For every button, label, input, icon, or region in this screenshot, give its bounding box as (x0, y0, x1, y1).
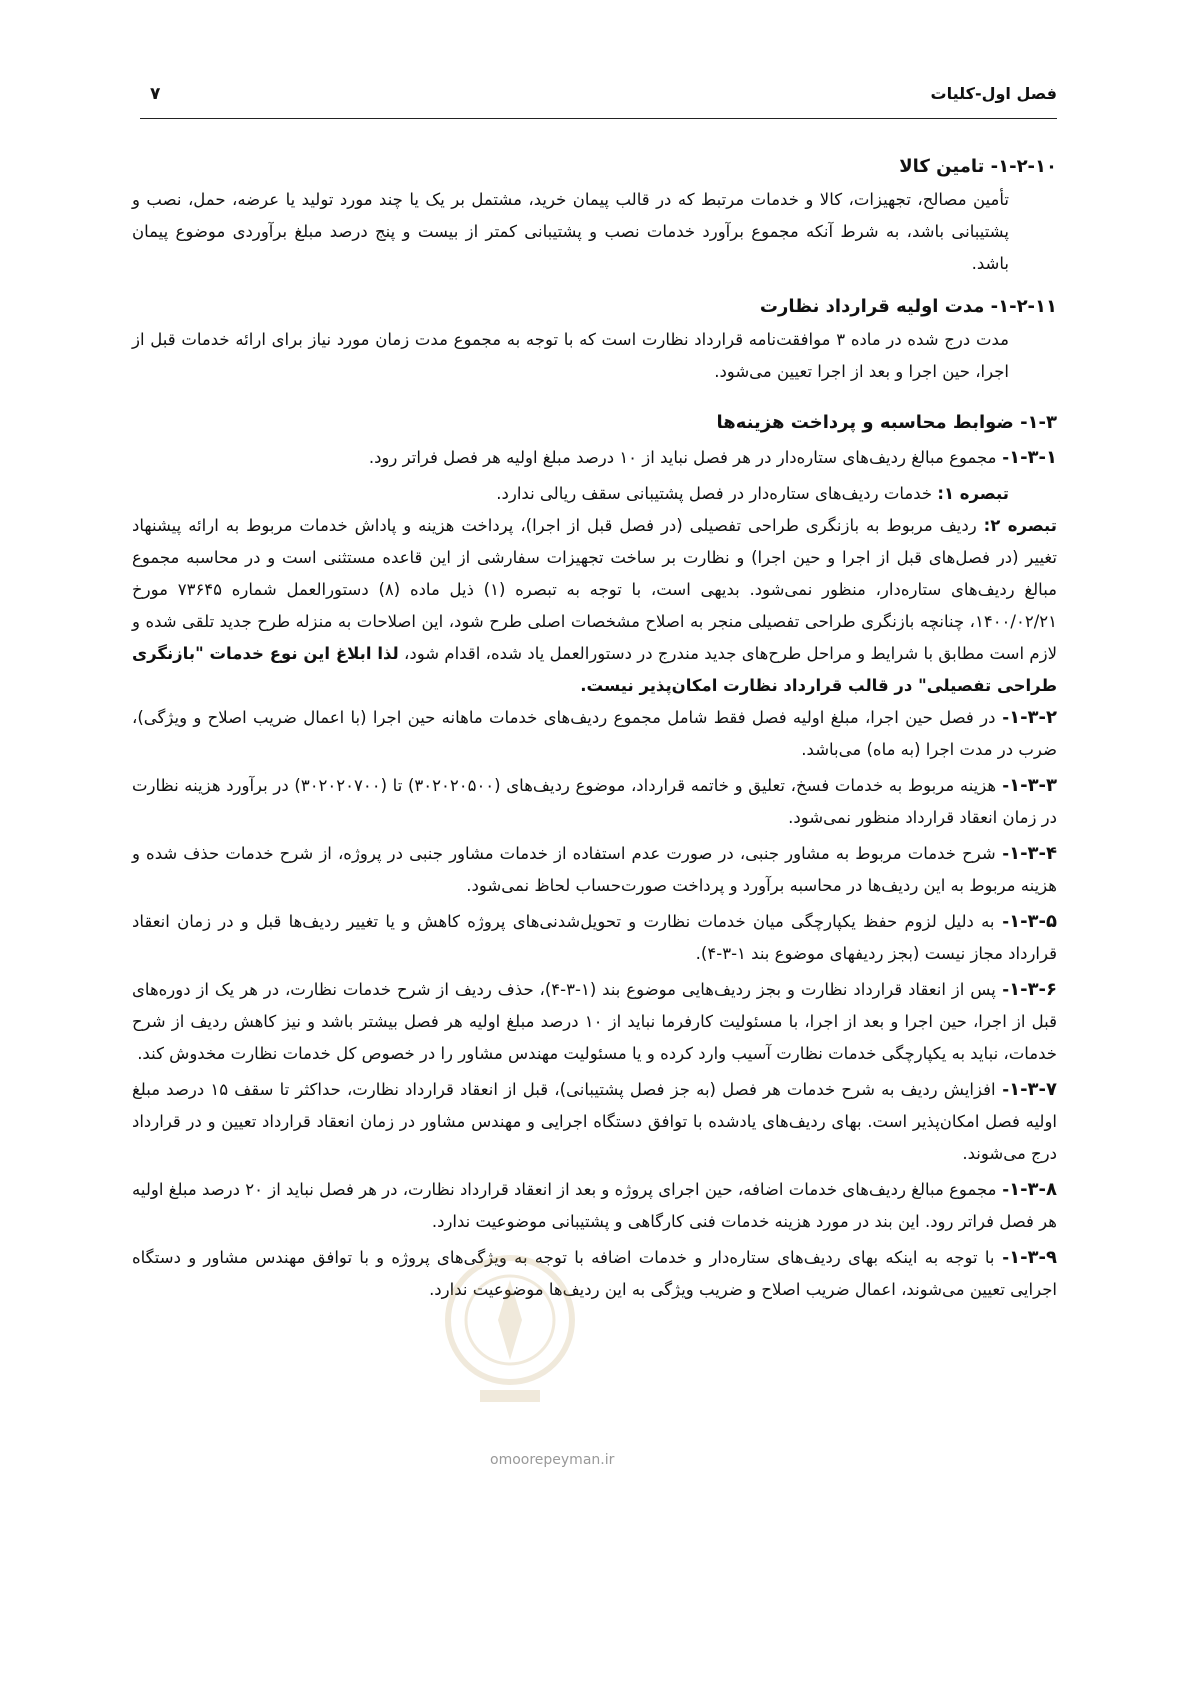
clause-text: هزینه مربوط به خدمات فسخ، تعلیق و خاتمه قرارداد، موضوع ردیف‌های (۳۰۲۰۲۰۵۰۰) تا (۳۰۲۰۲۰۷۰۰) در برآورد هزینه نظارت در زمان انعقاد قرارداد منظور نمی‌شود. (132, 776, 1057, 827)
clause-text: در فصل حین اجرا، مبلغ اولیه فصل فقط شامل مجموع ردیف‌های خدمات ماهانه حین اجرا (با اعمال ضریب اصلاح و ویژگی)، ضرب در مدت اجرا (به ماه) می‌باشد. (132, 708, 1057, 759)
note-bold-text: لذا ابلاغ این نوع خدمات "بازنگری طراحی تفصیلی" در قالب قرارداد نظارت امکان‌پذیر نیست. (132, 644, 1057, 695)
clause-number: ۱-۳-۸ (1009, 1179, 1057, 1200)
clause-text: پس از انعقاد قرارداد نظارت و بجز ردیف‌هایی موضوع بند (۱-۳-۴)، حذف ردیف از شرح خدمات نظارت، در هر یک از دوره‌های قبل از اجرا، حین اجرا و بعد از اجرا، با مسئولیت کارفرما نباید از ۱۰ درصد مبلغ اولیه هر فصل بیشتر باشد و نیز کاهش ردیف از شرح خدمات، نباید به یکپارچگی خدمات نظارت آسیب وارد کرده و یا مسئولیت مهندس مشاور را در خصوص کل خدمات نظارت مخدوش کند. (132, 980, 1057, 1063)
clause-1-3-2: ۱-۳-۲- در فصل حین اجرا، مبلغ اولیه فصل فقط شامل مجموع ردیف‌های خدمات ماهانه حین اجرا (با اعمال ضریب اصلاح و ویژگی)، ضرب در مدت اجرا (به ماه) می‌باشد. (132, 707, 1057, 759)
section-heading-1-3: ۱-۳- ضوابط محاسبه و پرداخت هزینه‌ها (716, 412, 1057, 433)
clause-text: مجموع مبالغ ردیف‌های خدمات اضافه، حین اجرای پروژه و بعد از انعقاد قرارداد نظارت، در هر فصل نباید از ۲۰ درصد مبلغ اولیه هر فصل فراتر رود. این بند در مورد هزینه خدمات فنی کارگاهی و پشتیبانی موضوعیت ندارد. (132, 1180, 1057, 1231)
clause-number: ۱-۳-۴ (1009, 843, 1057, 864)
clause-1-3-4: ۱-۳-۴- شرح خدمات مربوط به مشاور جنبی، در صورت عدم استفاده از خدمات مشاور جنبی در پروژه، از شرح خدمات حذف شده و هزینه مربوط به این ردیف‌ها در محاسبه برآورد و پرداخت صورت‌حساب لحاظ نمی‌شود. (132, 843, 1057, 895)
note-text: ردیف مربوط به بازنگری طراحی تفصیلی (در فصل قبل از اجرا)، پرداخت هزینه و پاداش خدمات مربوط به ارائه پیشنهاد تغییر (در فصل‌های قبل از اجرا و حین اجرا) و نظارت بر ساخت تجهیزات سفارشی از این قاعده مستثنی است و در محاسبه مجموع مبالغ ردیف‌های ستاره‌دار، منظور نمی‌شود. بدیهی است، با توجه به تبصره (۱) ذیل ماده (۸) دستورالعمل شماره ۷۳۶۴۵ مورخ ۱۴۰۰/۰۲/۲۱، چنانچه بازنگری طراحی تفصیلی منجر به اصلاح مشخصات اصلی طرح شود، این اصلاحات به منزله طرح جدید تلقی شده و لازم است مطابق با شرایط و مراحل طرح‌های جدید مندرج در دستورالعمل یاد شده، اقدام شود، (132, 516, 1058, 663)
clause-number: ۱-۳-۷ (1009, 1079, 1057, 1100)
note-2 (132, 510, 1057, 702)
clause-number: ۱-۳-۹ (1009, 1247, 1057, 1268)
note-text: خدمات ردیف‌های ستاره‌دار در فصل پشتیبانی سقف ریالی ندارد. (496, 484, 933, 503)
note-label: تبصره ۲: (983, 516, 1057, 535)
watermark-url: omoorepeyman.ir (490, 1452, 615, 1468)
clause-number: ۱-۳-۲ (1009, 707, 1057, 728)
section-body-1-2-11: مدت درج شده در ماده ۳ موافقت‌نامه قرارداد نظارت است که با توجه به مجموع مدت زمان مورد نیاز برای ارائه خدمات قبل از اجرا، حین اجرا و بعد از اجرا تعیین می‌شود. (132, 330, 1009, 381)
clause-1-3-3: ۱-۳-۳- هزینه مربوط به خدمات فسخ، تعلیق و خاتمه قرارداد، موضوع ردیف‌های (۳۰۲۰۲۰۵۰۰) تا (۳۰۲۰۲۰۷۰۰) در برآورد هزینه نظارت در زمان انعقاد قرارداد منظور نمی‌شود. (132, 775, 1058, 827)
clause-text: افزایش ردیف به شرح خدمات هر فصل (به جز فصل پشتیبانی)، قبل از انعقاد قرارداد نظارت، حداکثر تا سقف ۱۵ درصد مبلغ اولیه فصل امکان‌پذیر است. بهای ردیف‌های یادشده با توافق دستگاه اجرایی و مهندس مشاور در زمان انعقاد قرارداد تعیین و در قرارداد درج می‌شوند. (132, 1080, 1057, 1163)
clause-text: مجموع مبالغ ردیف‌های ستاره‌دار در هر فصل نباید از ۱۰ درصد مبلغ اولیه هر فصل فراتر رود. (368, 448, 997, 467)
chapter-title: فصل اول-کلیات (930, 84, 1057, 103)
clause-1-3-8: ۱-۳-۸- مجموع مبالغ ردیف‌های خدمات اضافه، حین اجرای پروژه و بعد از انعقاد قرارداد نظارت، در هر فصل نباید از ۲۰ درصد مبلغ اولیه هر فصل فراتر رود. این بند در مورد هزینه خدمات فنی کارگاهی و پشتیبانی موضوعیت ندارد. (132, 1179, 1057, 1231)
clause-number: ۱-۳-۶ (1009, 979, 1058, 1000)
document-body (132, 150, 1057, 1310)
clause-1-3-6: ۱-۳-۶- پس از انعقاد قرارداد نظارت و بجز ردیف‌هایی موضوع بند (۱-۳-۴)، حذف ردیف از شرح خدمات نظارت، در هر یک از دوره‌های قبل از اجرا، حین اجرا و بعد از اجرا، با مسئولیت کارفرما نباید از ۱۰ درصد مبلغ اولیه هر فصل بیشتر باشد و نیز کاهش ردیف از شرح خدمات، نباید به یکپارچگی خدمات نظارت آسیب وارد کرده و یا مسئولیت مهندس مشاور را در خصوص کل خدمات نظارت مخدوش کند. (132, 979, 1058, 1063)
page-number: ۷ (150, 84, 161, 104)
clause-1-3-5: ۱-۳-۵- به دلیل لزوم حفظ یکپارچگی میان خدمات نظارت و تحویل‌شدنی‌های پروژه کاهش و یا تغییر ردیف‌ها قبل و در زمان انعقاد قرارداد مجاز نیست (بجز ردیفهای موضوع بند ۱-۳-۴). (132, 911, 1057, 963)
clause-number: ۱-۳-۱ (1009, 447, 1057, 468)
clause-text: با توجه به اینکه بهای ردیف‌های ستاره‌دار و خدمات اضافه با توجه به ویژگی‌های پروژه و با توافق مهندس مشاور و دستگاه اجرایی تعیین می‌شوند، اعمال ضریب اصلاح و ضریب ویژگی به این ردیف‌ها موضوعیت ندارد. (132, 1248, 1057, 1299)
section-heading-1-2-11: ۱-۲-۱۱- مدت اولیه قرارداد نظارت (759, 296, 1057, 317)
clause-1-3-9: ۱-۳-۹- با توجه به اینکه بهای ردیف‌های ستاره‌دار و خدمات اضافه با توجه به ویژگی‌های پروژه و با توافق مهندس مشاور و دستگاه اجرایی تعیین می‌شوند، اعمال ضریب اصلاح و ضریب ویژگی به این ردیف‌ها موضوعیت ندارد. (132, 1247, 1057, 1299)
note-1 (132, 478, 1057, 510)
clause-number: ۱-۳-۵ (1009, 911, 1057, 932)
clause-1-3-7: ۱-۳-۷- افزایش ردیف به شرح خدمات هر فصل (به جز فصل پشتیبانی)، قبل از انعقاد قرارداد نظارت، حداکثر تا سقف ۱۵ درصد مبلغ اولیه فصل امکان‌پذیر است. بهای ردیف‌های یادشده با توافق دستگاه اجرایی و مهندس مشاور در زمان انعقاد قرارداد تعیین و در قرارداد درج می‌شوند. (132, 1079, 1057, 1163)
page-header (140, 78, 1057, 119)
note-label: تبصره ۱: (937, 484, 1009, 503)
watermark-seal-icon (440, 1240, 580, 1420)
clause-1-3-1: ۱-۳-۱- مجموع مبالغ ردیف‌های ستاره‌دار در هر فصل نباید از ۱۰ درصد مبلغ اولیه هر فصل فراتر رود. (368, 447, 1057, 468)
section-body-1-2-10: تأمین مصالح، تجهیزات، کالا و خدمات مرتبط که در قالب پیمان خرید، مشتمل بر یک یا چند مورد تولید یا عرضه، حمل، نصب و پشتیبانی باشد، به شرط آنکه مجموع برآورد خدمات نصب و پشتیبانی کمتر از بیست و پنج درصد مبلغ برآوردی موضوع پیمان باشد. (132, 190, 1009, 273)
clause-text: شرح خدمات مربوط به مشاور جنبی، در صورت عدم استفاده از خدمات مشاور جنبی در پروژه، از شرح خدمات حذف شده و هزینه مربوط به این ردیف‌ها در محاسبه برآورد و پرداخت صورت‌حساب لحاظ نمی‌شود. (132, 844, 1057, 895)
clause-text: به دلیل لزوم حفظ یکپارچگی میان خدمات نظارت و تحویل‌شدنی‌های پروژه کاهش و یا تغییر ردیف‌ها قبل و در زمان انعقاد قرارداد مجاز نیست (بجز ردیفهای موضوع بند ۱-۳-۴). (132, 912, 1057, 963)
clause-number: ۱-۳-۳ (1009, 775, 1058, 796)
section-heading-1-2-10: ۱-۲-۱۰- تامین کالا (899, 156, 1057, 177)
